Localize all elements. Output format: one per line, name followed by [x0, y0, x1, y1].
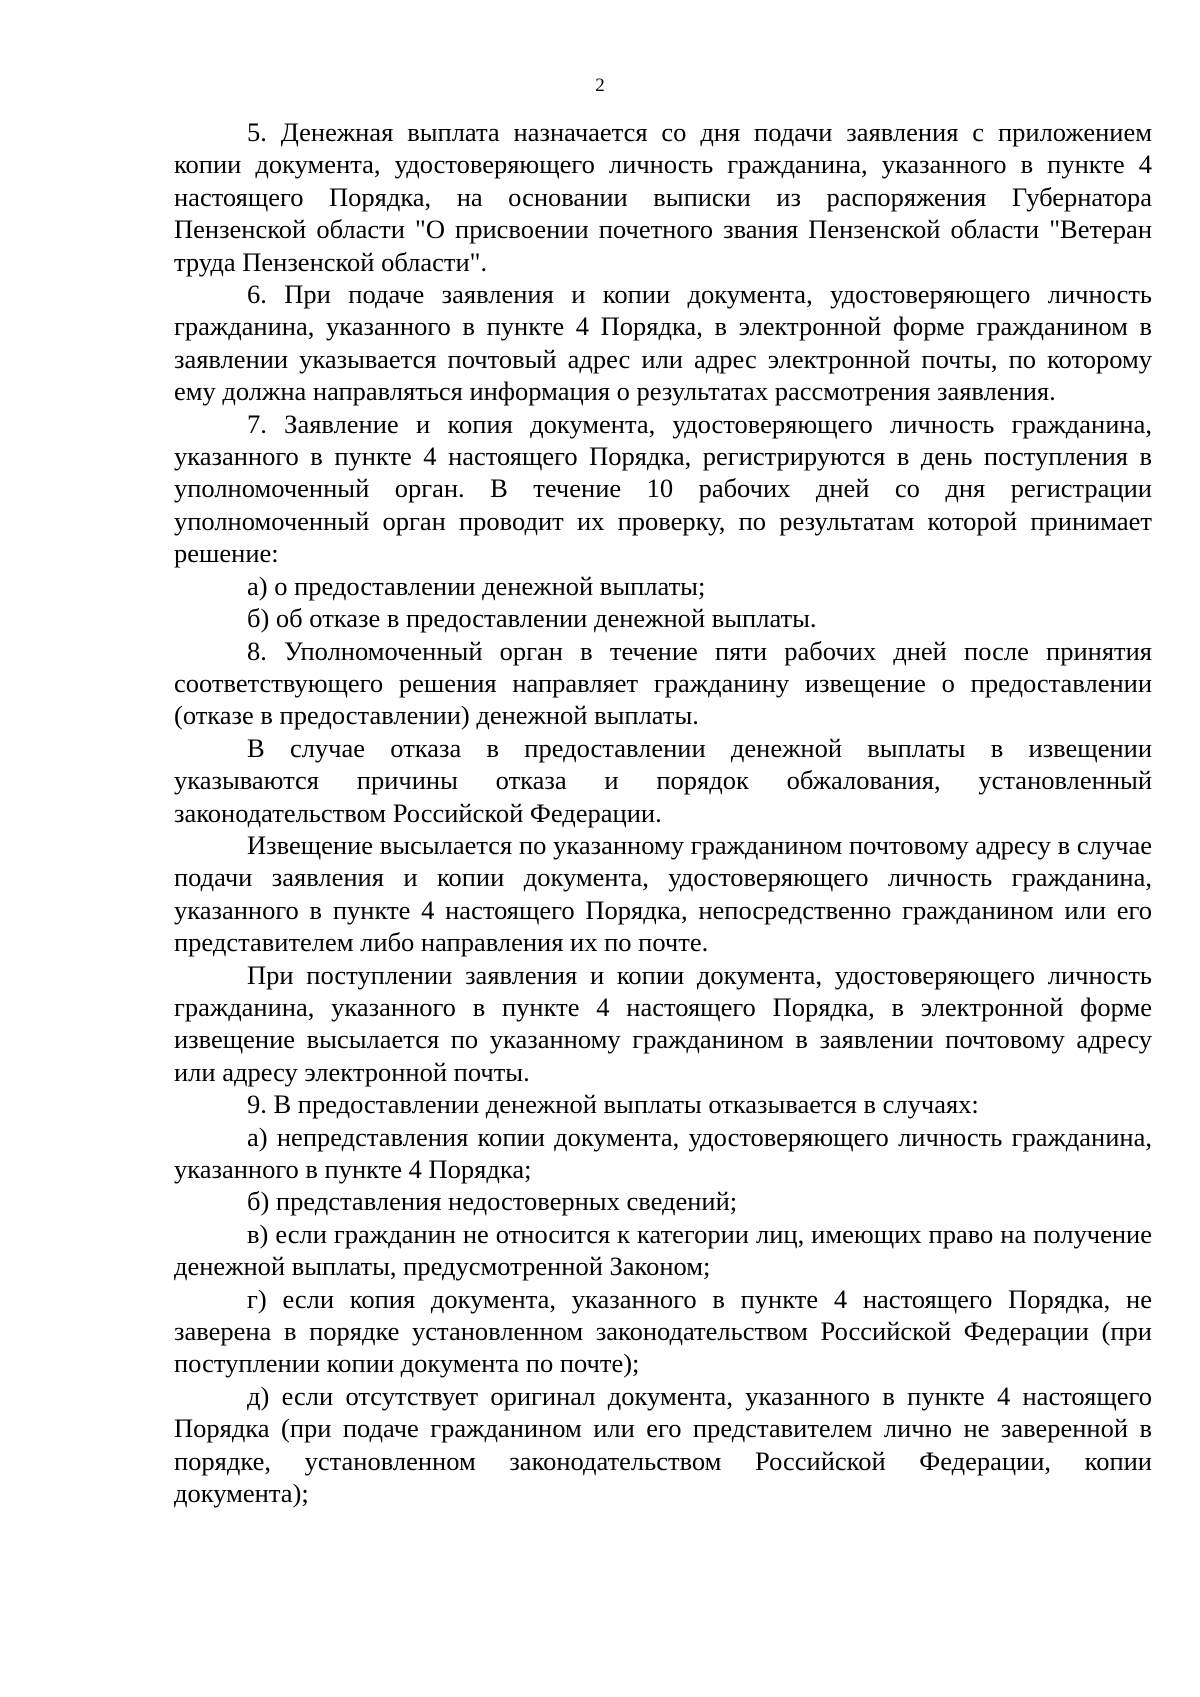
paragraph-5: 5. Денежная выплата назначается со дня подачи заявления с приложением копии документа, удостоверяющего личность гражданина, указанного в пункте 4 настоящего Порядка, на основании выписки из распоряжения Губернатора Пензенской области "О присвоении почетного звания Пензенской области "Ветеран труда Пензенской области".: [174, 117, 1152, 277]
paragraph-8: 8. Уполномоченный орган в течение пяти рабочих дней после принятия соответствующего решения направляет гражданину извещение о предоставлении (отказе в предоставлении) денежной выплаты.: [174, 635, 1152, 731]
paragraph-7-b: б) об отказе в предоставлении денежной выплаты.: [247, 603, 817, 634]
paragraph-9-d: д) если отсутствует оригинал документа, указанного в пункте 4 настоящего Порядка (при подаче гражданином или его представителем лично не заверенной в порядке, установленном законодательством Российской Федерации, копии документа);: [174, 1380, 1152, 1509]
paragraph-9-g: г) если копия документа, указанного в пункте 4 настоящего Порядка, не заверена в порядке установленном законодательством Российской Федерации (при поступлении копии документа по почте);: [174, 1283, 1152, 1379]
paragraph-8-refusal-reasons: В случае отказа в предоставлении денежной выплаты в извещении указываются причины отказа и порядок обжалования, установленный законодательством Российской Федерации.: [174, 732, 1152, 828]
document-body: [174, 116, 1152, 1509]
paragraph-7: 7. Заявление и копия документа, удостоверяющего личность гражданина, указанного в пункте 4 настоящего Порядка, регистрируются в день поступления в уполномоченный орган. В течение 10 рабочих дней со дня регистрации уполномоченный орган проводит их проверку, по результатам которой принимает решение:: [174, 408, 1152, 569]
paragraph-8-postal-notice: Извещение высылается по указанному гражданином почтовому адресу в случае подачи заявления и копии документа, удостоверяющего личность гражданина, указанного в пункте 4 настоящего Порядка, непосредственно гражданином или его представителем либо направления их по почте.: [174, 829, 1152, 958]
page-number: 2: [595, 75, 605, 96]
paragraph-7-a: а) о предоставлении денежной выплаты;: [247, 570, 706, 601]
paragraph-6: 6. При подаче заявления и копии документа, удостоверяющего личность гражданина, указанного в пункте 4 Порядка, в электронной форме гражданином в заявлении указывается почтовый адрес или адрес электронной почты, по которому ему должна направляться информация о результатах рассмотрения заявления.: [174, 279, 1152, 407]
paragraph-8-electronic-notice: При поступлении заявления и копии документа, удостоверяющего личность гражданина, указанного в пункте 4 настоящего Порядка, в электронной форме извещение высылается по указанному гражданином в заявлении почтовому адресу или адресу электронной почты.: [174, 959, 1152, 1087]
paragraph-9-v: в) если гражданин не относится к категории лиц, имеющих право на получение денежной выплаты, предусмотренной Законом;: [174, 1218, 1152, 1282]
paragraph-9-a: а) непредставления копии документа, удостоверяющего личность гражданина, указанного в пункте 4 Порядка;: [174, 1121, 1152, 1184]
paragraph-9: 9. В предоставлении денежной выплаты отказывается в случаях:: [247, 1089, 979, 1120]
paragraph-9-b: б) представления недостоверных сведений;: [247, 1186, 738, 1217]
